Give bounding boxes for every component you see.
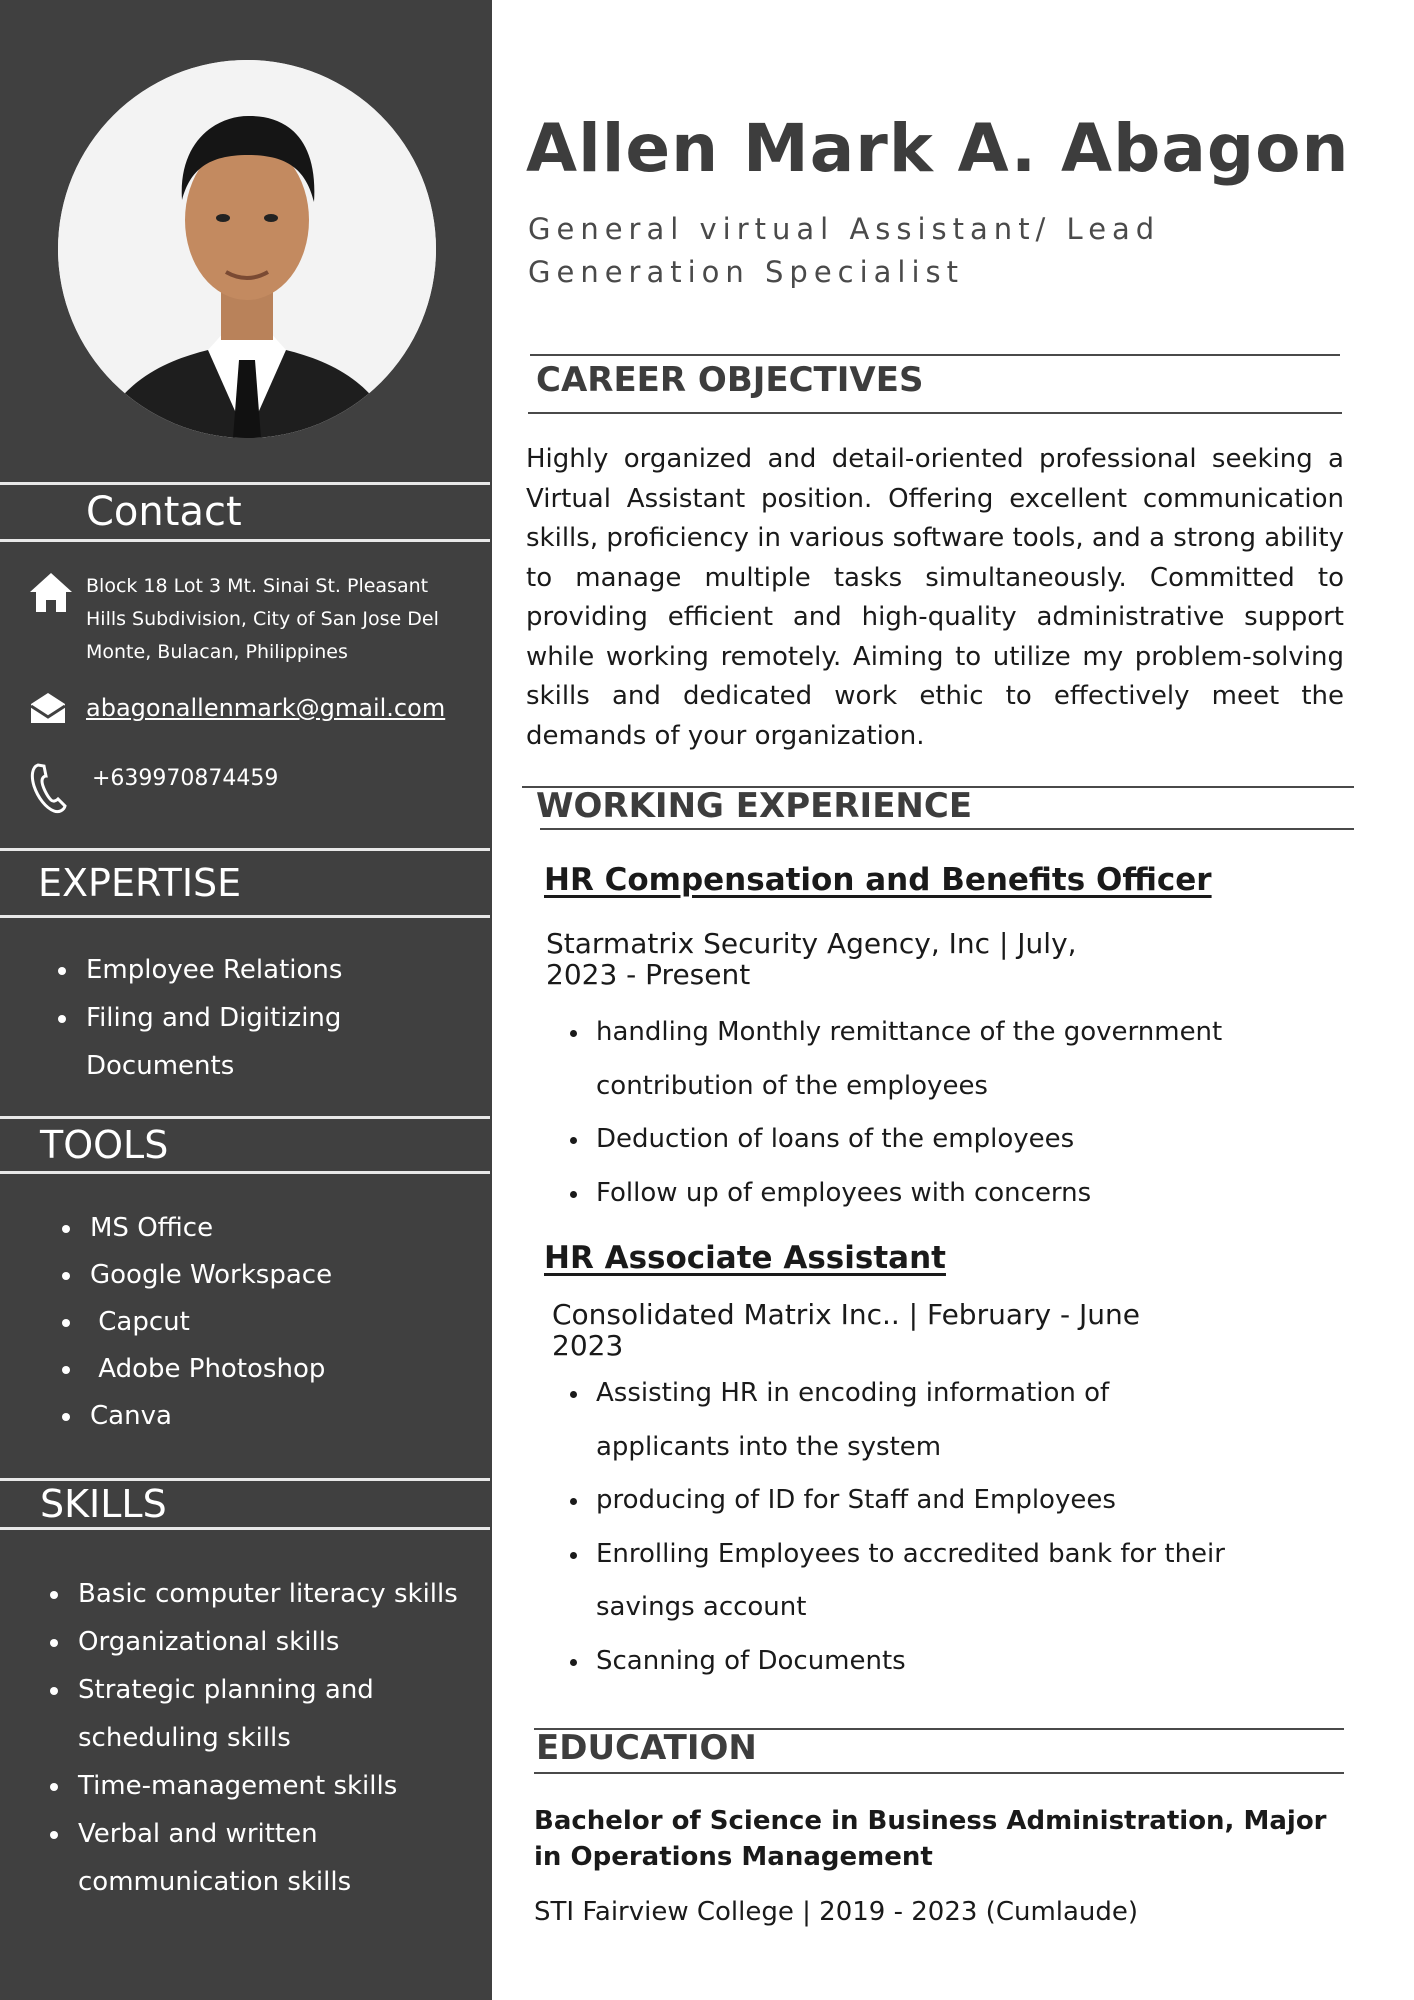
education-heading: EDUCATION xyxy=(536,1728,757,1768)
degree: Bachelor of Science in Business Administration, Major in Operations Management xyxy=(534,1806,1327,1872)
divider xyxy=(530,354,1340,356)
contact-heading: Contact xyxy=(0,482,490,542)
list-item: Organizational skills xyxy=(78,1618,478,1666)
candidate-name: Allen Mark A. Abagon xyxy=(526,110,1350,187)
list-item: Verbal and written communication skills xyxy=(78,1810,478,1906)
contact-email[interactable] xyxy=(28,690,445,730)
career-objectives-heading: CAREER OBJECTIVES xyxy=(536,360,924,400)
expertise-heading: EXPERTISE xyxy=(0,848,490,918)
list-item: Deduction of loans of the employees xyxy=(596,1113,1236,1167)
sidebar xyxy=(0,0,492,2000)
phone-number: +639970874459 xyxy=(92,766,279,791)
list-item: Scanning of Documents xyxy=(596,1635,1236,1689)
contact-address xyxy=(28,570,466,669)
home-icon xyxy=(28,570,76,618)
career-objective-text: Highly organized and detail-oriented professional seeking a Virtual Assistant position. Offering excellent communication skills, proficiency in various software tools, and a strong ability to manage multiple tasks simultaneously. Committed to providing efficient and high-quality administrative support while working remotely. Aiming to utilize my problem-solving skills and dedicated work ethic to effectively meet the demands of your organization. xyxy=(526,444,1344,751)
job-company: Starmatrix Security Agency, Inc | July, 2023 - Present xyxy=(546,927,1077,991)
candidate-subtitle: General virtual Assistant/ Lead Generation Specialist xyxy=(528,212,1161,289)
list-item: Employee Relations xyxy=(86,946,466,994)
working-experience-heading: WORKING EXPERIENCE xyxy=(536,786,973,826)
list-item: Canva xyxy=(90,1393,470,1440)
list-item: Google Workspace xyxy=(90,1252,470,1299)
school: STI Fairview College | 2019 - 2023 (Cumlaude) xyxy=(534,1897,1139,1927)
tools-heading: TOOLS xyxy=(0,1116,490,1174)
list-item: Time-management skills xyxy=(78,1762,478,1810)
list-item: Strategic planning and scheduling skills xyxy=(78,1666,478,1762)
list-item: Capcut xyxy=(90,1299,470,1346)
email-link[interactable]: abagonallenmark@gmail.com xyxy=(86,694,446,722)
job-title: HR Associate Assistant xyxy=(544,1240,946,1276)
job-duties xyxy=(596,1367,1236,1688)
divider xyxy=(534,1772,1344,1774)
address-text: Block 18 Lot 3 Mt. Sinai St. Pleasant Hills Subdivision, City of San Jose Del Monte, Bulacan, Philippines xyxy=(86,575,439,663)
list-item: handling Monthly remittance of the government contribution of the employees xyxy=(596,1006,1236,1113)
expertise-list xyxy=(86,946,466,1090)
contact-phone xyxy=(28,762,278,818)
envelope-icon xyxy=(28,690,76,730)
skills-heading: SKILLS xyxy=(0,1478,490,1530)
job-duties xyxy=(596,1006,1236,1220)
list-item: Filing and Digitizing Documents xyxy=(86,994,466,1090)
list-item: Adobe Photoshop xyxy=(90,1346,470,1393)
phone-icon xyxy=(28,762,76,818)
list-item: Enrolling Employees to accredited bank for their savings account xyxy=(596,1528,1236,1635)
divider xyxy=(528,412,1342,414)
list-item: MS Office xyxy=(90,1205,470,1252)
job-company: Consolidated Matrix Inc.. | February - June 2023 xyxy=(552,1298,1140,1362)
tools-list xyxy=(90,1205,470,1440)
list-item: producing of ID for Staff and Employees xyxy=(596,1474,1236,1528)
divider xyxy=(540,828,1354,830)
profile-photo xyxy=(58,60,436,438)
skills-list xyxy=(78,1570,478,1906)
list-item: Assisting HR in encoding information of applicants into the system xyxy=(596,1367,1236,1474)
list-item: Basic computer literacy skills xyxy=(78,1570,478,1618)
list-item: Follow up of employees with concerns xyxy=(596,1167,1236,1221)
job-title: HR Compensation and Benefits Officer xyxy=(544,862,1212,898)
